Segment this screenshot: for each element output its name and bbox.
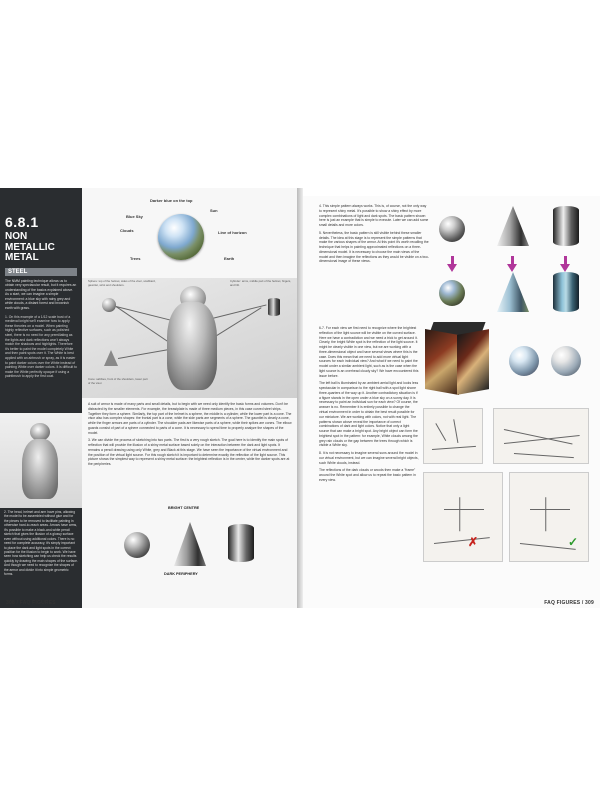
environment-cylinder-bottom <box>553 272 579 312</box>
cone-reference-icon <box>104 350 118 366</box>
ambient-light-sphere <box>509 346 539 376</box>
ray-line <box>212 304 266 318</box>
sketch-line <box>460 497 461 531</box>
section-title <box>5 232 77 264</box>
caption-cylinder: Cylinder: arms, middle part of the helmet, fingers, and hilt. <box>230 279 292 287</box>
cylinder-reference-icon <box>268 298 280 316</box>
cube-face-left <box>425 329 459 395</box>
sphere-reference-icon <box>102 298 116 312</box>
section-title-line-1: NON METALLIC <box>5 231 55 253</box>
page-folio-left: 308 / FAQ FIGURES <box>6 600 56 606</box>
sketch-line <box>436 423 446 441</box>
sketch-line <box>432 446 476 450</box>
shiny-sphere <box>124 532 150 558</box>
reflection-cube-image <box>425 322 489 394</box>
label-darker-blue-top: Darker blue on the top <box>150 198 193 203</box>
page-folio-right: FAQ FIGURES / 309 <box>544 600 594 606</box>
environment-sphere <box>158 214 204 260</box>
sketch-line <box>546 497 547 531</box>
sketch-figure-right <box>509 472 589 562</box>
caption-cone: Cone: sabbies, front of the shoulders, lower part of the visor. <box>88 377 148 385</box>
sketch-line <box>530 509 570 510</box>
shiny-cylinder-top <box>553 206 579 246</box>
label-bright-centre: BRIGHT CENTRE <box>168 506 200 510</box>
right-text-top <box>319 204 429 267</box>
step-2-text: 2. The head, helmet and arm have pins, allowing the model to be assembled without glue and for the pieces to be removed to facilitate painting in otherwise hard-to-reach areas. Arrows have arms, it's possible to make a black-and-white pencil sketch that gives the illusion of a glossy surface even without using additional colors. There is no need for complete accuracy, it's simply important to place the dark and light spots in the correct position for the illusion to begin to work. We have seen how sketching can help us check the results quickly by drawing the main shapes of the surface. And though we need to recognize the shapes of the armor and divide it into simple geometric forms. <box>4 510 78 577</box>
shiny-cone-top <box>497 206 529 246</box>
environment-cone-bottom <box>497 272 529 312</box>
arrow-stem <box>511 256 514 264</box>
label-earth: Earth <box>224 256 235 261</box>
sketch-line <box>444 509 484 510</box>
sketch-line <box>514 453 574 458</box>
intro-text: The NMM painting technique allows us to obtain very spectacular result, but it requires an understanding of the basics explained above. As a start, we can imagine a simple environment: a blue sky with rainy grey and white clouds, a distant forest and brownish earth with grass. <box>5 278 77 311</box>
basic-shapes-diagram <box>110 506 270 586</box>
spot-light-sphere <box>551 346 581 376</box>
right-text-middle <box>319 326 419 486</box>
label-blue-sky: Blue Sky <box>126 214 143 219</box>
left-page <box>0 188 297 608</box>
book-spread <box>0 188 600 608</box>
label-trees: Trees <box>130 256 141 261</box>
step-4-text: 4. This simple pattern always works. This is, of course, not the only way to represent shiny metal. It's possible to show a shiny effect by more complex combinations of light and dark spots. The basic pattern shown here is just an example that is simple to execute. Later we can add some small details and more colors. <box>319 204 429 228</box>
section-title-line-2: METAL <box>5 252 39 263</box>
section-number: 6.8.1 <box>5 214 39 230</box>
environment-sphere-diagram <box>106 198 256 276</box>
knight-bust-small <box>22 439 58 499</box>
caption-sphere: Sphere: top of the helmet, sides of the visor, scabbard, gauntlet, wrist and shoulders. <box>88 279 156 287</box>
step-6-7-text: 6-7. For each view we first need to recognize where the brightest reflection of the light source will be visible on the curved surface. Here we have a contradiction and we need a trick to get around it. Clearly, the bright White spot is the reflection of the light source. It might be clearly visible in one view, but we are working with a three-dimensional object and have several views where this is the case. Does this mean that we need to add more virtual light sources for each individual view? And what if we need to paint the model under a similar ambient light, such as is the case when the light source is an overhead cloudy sky? We have encountered this issue before. <box>319 326 419 378</box>
wrong-cross-icon: ✗ <box>468 535 479 549</box>
sketch-figure-wrong <box>423 472 503 562</box>
knight-bust <box>167 302 217 390</box>
step-5-text: 5. Nevertheless, the basic pattern is still visible behind these smaller details. The idea at this stage is to represent the simple patterns that make the various shapes of the armor. At this point it's worth recalling the technique that helps in painting approximated reflections on a three-dimensional model. It is necessary to choose the main views of the model and then imagine the reflections as they would be visible on a two-dimensional image of these views. <box>319 230 429 264</box>
knight-bust-analysis-image <box>82 278 297 398</box>
label-dark-periphery: DARK PERIPHERY <box>164 572 198 576</box>
sketch-line <box>454 419 459 443</box>
subheading-steel: STEEL <box>5 268 77 276</box>
step-8-continued-text: The reflections of the dark clouds or woods then make a "frame" around the White spot and allow us to repeat the basic pattern in every view. <box>319 468 416 482</box>
arrow-stem <box>451 256 454 264</box>
sketch-line <box>434 537 490 543</box>
step-8-text: 8. It is not necessary to imagine several suns around the model in our virtual environment, but we can imagine several bright objects, such White clouds, instead. <box>319 451 419 465</box>
environment-sphere-bottom <box>439 280 465 306</box>
label-clouds: Clouds <box>120 228 134 233</box>
ray-line <box>116 306 171 343</box>
shiny-sphere-top <box>439 216 465 242</box>
knight-bust-sketch-image <box>0 413 82 508</box>
right-check-icon: ✓ <box>568 535 579 549</box>
arrow-down-icon <box>447 264 457 272</box>
body-text-middle <box>88 402 292 470</box>
cube-face-right <box>457 329 489 395</box>
right-page <box>303 196 600 608</box>
label-line-of-horizon: Line of horizon <box>218 230 247 235</box>
sketch-trees-left <box>423 408 483 464</box>
shiny-cone <box>174 522 206 566</box>
paragraph-step-3: 3. We can divide the process of sketching into two parts. The first is a very rough sketch. The goal here is to identify the main spots of reflection that will provide the illusion of a shiny metal surface based solely on the interaction between the dark and light spots. It remains a pencil drawing using only White, grey and Black at this stage. We have seen the importance of the virtual environment and the position of the virtual light source. For this rough sketch it is important to determine exactly the reflection of the light source. This picture shows the simplest way to represent a shiny metal surface: the brightest reflection is in the center, while the darker spots are at the peripheries. <box>88 438 290 467</box>
arrow-down-icon <box>507 264 517 272</box>
arrow-down-icon <box>560 264 570 272</box>
sketch-trees-right <box>493 408 589 464</box>
step-6-7-continued-text: The left ball is illuminated by an ambient aerial light and looks less spectacular in comparison to the right ball with a spot light shone three-quarters of the way up it. Another contradictory situation is if a figure stands in the open under a blue sky on a sunny day. It is necessary to paint an individual sun for each view? Of course, the answer is no. Remember it is entirely possible to change the virtual environment in order to obtain the best result possible for our miniature. We are working with colors, not with real light. The patterns shown above reveal the importance of correct combinations of dark and light colors. Notice that only a light source that can make a bright spot. Any bright object can form the brightest spot in the pattern: for example, White clouds among the grey rain clouds or the gap between the trees through which is visible a White sky. <box>319 381 419 448</box>
label-sun: Sun <box>210 208 218 213</box>
arrow-stem <box>564 256 567 264</box>
shiny-cylinder <box>228 524 254 562</box>
paragraph-armor-shapes: A suit of armor is made of many parts and small details, but to begin with we need only identify the basic forms and volumes. Don't be distracted by the smaller elements. For example, the breastplate is made of three medium pieces, in this case curved steel strips. Together they form a sphere. Similarly, the top part of the helmet is a sphere, the middle is a cylinder, while the lower part is a cone. The visor also has complex shapes: the frontal part is a cone, while the side parts are segments of a sphere. The gauntlet is clearly a cone, while the finger armors are parts of a cylinder. The shoulder pads are likewise parts of a sphere, while their spikes are cones. The elbow guards consist of part of a sphere connected to parts of a cone. It is necessary to spend time to properly analyze the shapes of the model. <box>88 402 292 435</box>
step-1-text: 1. On this example of a 1/12 scale bust of a medieval knight we'll examine how to apply these theories on a model. When painting highly reflective surfaces, such as polished steel, there is no need for any premiliating as the lights and dark reflections won't always match the shadows and highlights. Therefore it's better to paint the model completely White and then paint spots over it. The White is best applied with an airbrush or spray, as it is easier to paint darker colors over the White instead of painting White over darker colors. It is difficult to make the White perfectly opaque if using a paintbrush to apply the first coat. <box>5 314 77 379</box>
